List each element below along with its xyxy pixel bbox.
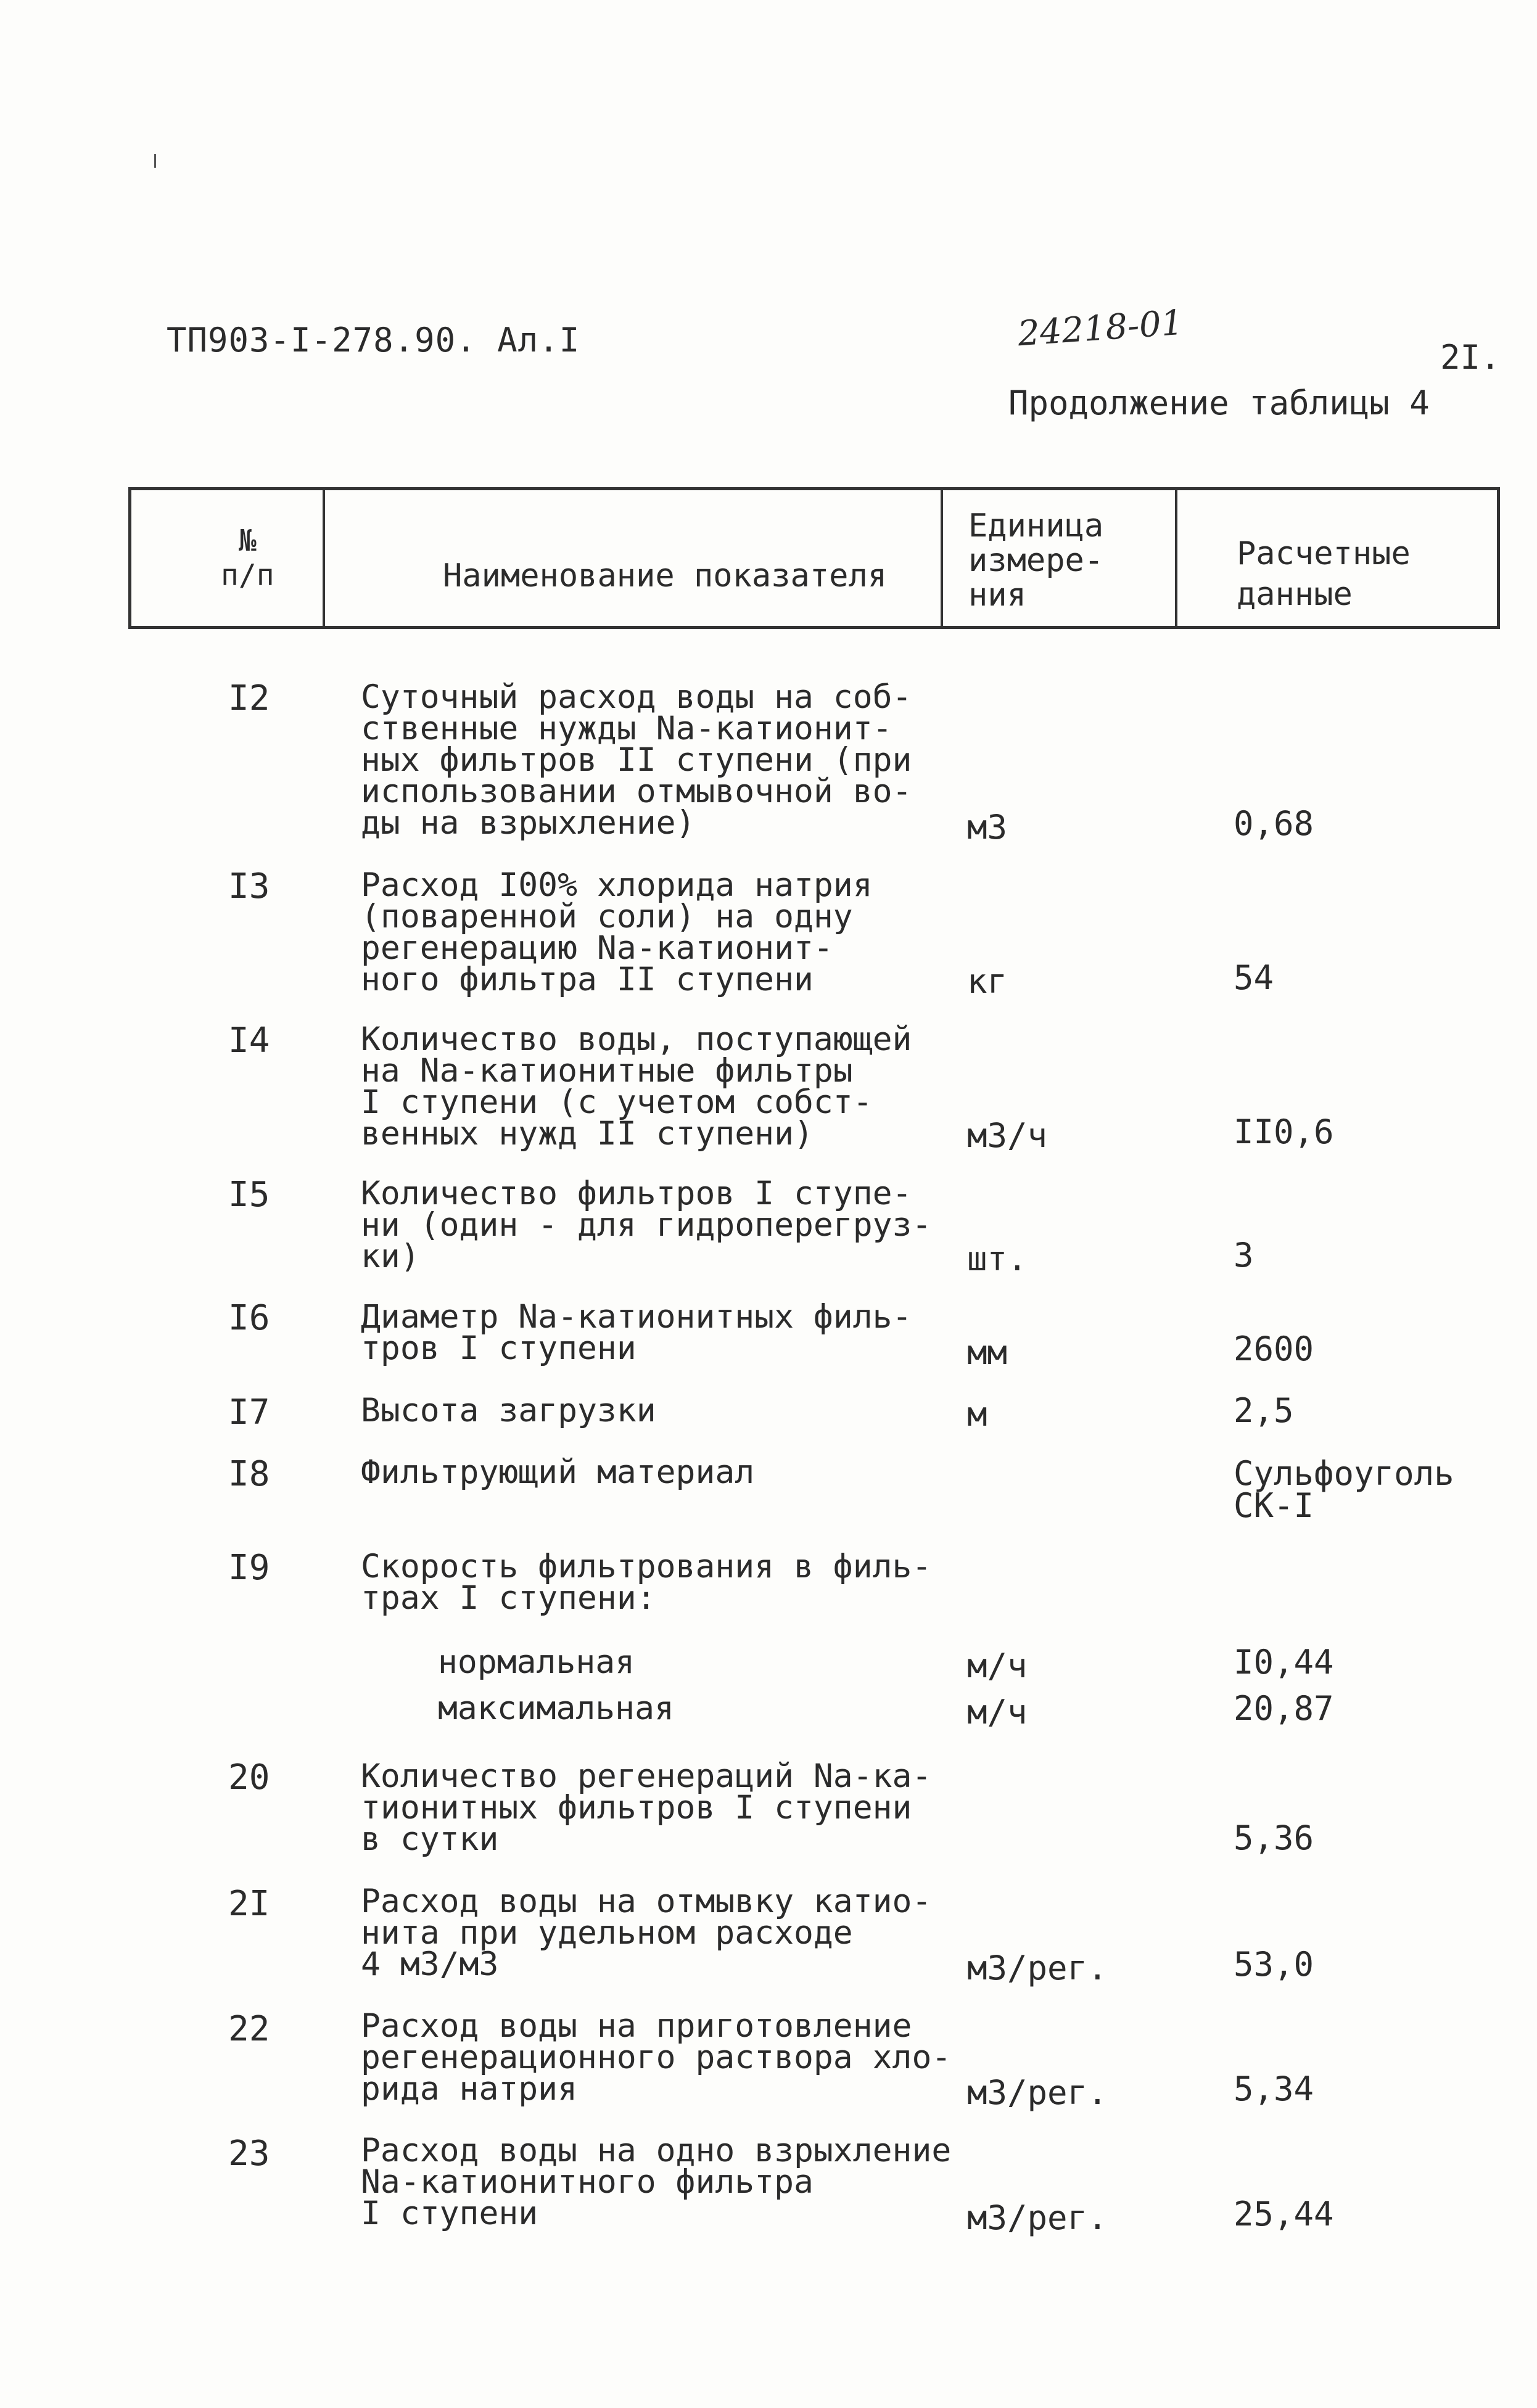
row-name: Количество фильтров I ступе- ни (один - для гидроперегруз- ки) — [361, 1175, 932, 1275]
table-continuation-title: Продолжение таблицы 4 — [1008, 384, 1430, 422]
row-value: 25,44 — [1234, 2195, 1334, 2233]
row-name: Расход воды на одно взрыхление Na-катионитного фильтра I ступени — [361, 2132, 952, 2232]
page-number: 2I. — [1440, 338, 1501, 377]
table-header — [128, 487, 1500, 629]
row-value: Сульфоуголь СК-I — [1234, 1454, 1454, 1525]
row-name: Высота загрузки — [361, 1392, 656, 1429]
row-unit: м — [967, 1395, 987, 1434]
row-number: 20 — [228, 1757, 270, 1798]
row-name: Скорость фильтрования в филь- трах I ступени: — [361, 1548, 932, 1617]
row-value: 54 — [1234, 958, 1274, 997]
row-number: I4 — [228, 1021, 270, 1061]
header-value: Расчетные данные — [1237, 535, 1411, 613]
row-unit: м/ч — [967, 1693, 1028, 1732]
row-unit: м3/рег. — [967, 2073, 1108, 2112]
row-name: Количество воды, поступающей на Na-катионитные фильтры I ступени (с учетом собст- венных нужд II ступени) — [361, 1021, 912, 1153]
row-unit: шт. — [967, 1239, 1028, 1278]
column-divider — [941, 490, 943, 626]
column-divider — [323, 490, 325, 626]
row-name: Расход I00% хлорида натрия (поваренной соли) на одну регенерацию Na-катионит- ного фильтра II ступени — [361, 866, 873, 998]
row-unit: м3/рег. — [967, 2198, 1108, 2237]
row-subname: максимальная — [438, 1690, 674, 1727]
row-number: I8 — [228, 1454, 270, 1494]
row-unit: м3 — [967, 808, 1008, 847]
row-unit: кг — [967, 962, 1008, 1001]
row-value: 3 — [1234, 1236, 1254, 1275]
row-name: Фильтрующий материал — [361, 1453, 755, 1491]
scan-mark — [154, 154, 156, 168]
row-value: 5,36 — [1234, 1818, 1314, 1857]
row-unit: м3/рег. — [967, 1949, 1108, 1987]
row-value: II0,6 — [1234, 1112, 1334, 1151]
document-code: ТП903-I-278.90. Ал.I — [167, 321, 580, 360]
row-number: I9 — [228, 1548, 270, 1588]
header-num: № п/п — [221, 524, 274, 593]
row-number: 23 — [228, 2134, 270, 2174]
handwritten-number: 24218-01 — [1016, 302, 1185, 355]
row-number: I3 — [228, 866, 270, 906]
row-number: I2 — [228, 678, 270, 718]
row-number: I5 — [228, 1175, 270, 1215]
row-unit: м3/ч — [967, 1116, 1048, 1155]
row-value: 20,87 — [1234, 1689, 1334, 1728]
row-number: I7 — [228, 1392, 270, 1432]
row-number: 2I — [228, 1884, 270, 1924]
header-unit: Единица измере- ния — [968, 507, 1104, 614]
row-number: I6 — [228, 1298, 270, 1338]
row-value: 2600 — [1234, 1329, 1314, 1368]
row-value: 0,68 — [1234, 804, 1314, 843]
row-name: Диаметр Na-катионитных филь- тров I ступени — [361, 1298, 912, 1367]
header-name: Наименование показателя — [443, 557, 888, 594]
row-name: Расход воды на отмывку катио- нита при удельном расходе 4 м3/м3 — [361, 1883, 932, 1983]
row-name: Суточный расход воды на соб- ственные нужды Na-катионит- ных фильтров II ступени (при использовании отмывочной во- ды на взрыхление) — [361, 678, 912, 842]
row-name: Расход воды на приготовление регенерационного раствора хло- рида натрия — [361, 2007, 952, 2108]
row-value: I0,44 — [1234, 1643, 1334, 1682]
row-name: Количество регенераций Na-ка- тионитных фильтров I ступени в сутки — [361, 1757, 932, 1858]
row-unit: мм — [967, 1333, 1008, 1372]
column-divider — [1175, 490, 1177, 626]
row-number: 22 — [228, 2009, 270, 2049]
row-value: 2,5 — [1234, 1391, 1294, 1430]
row-unit: м/ч — [967, 1646, 1028, 1685]
row-value: 53,0 — [1234, 1945, 1314, 1984]
row-value: 5,34 — [1234, 2069, 1314, 2108]
row-subname: нормальная — [438, 1643, 635, 1681]
